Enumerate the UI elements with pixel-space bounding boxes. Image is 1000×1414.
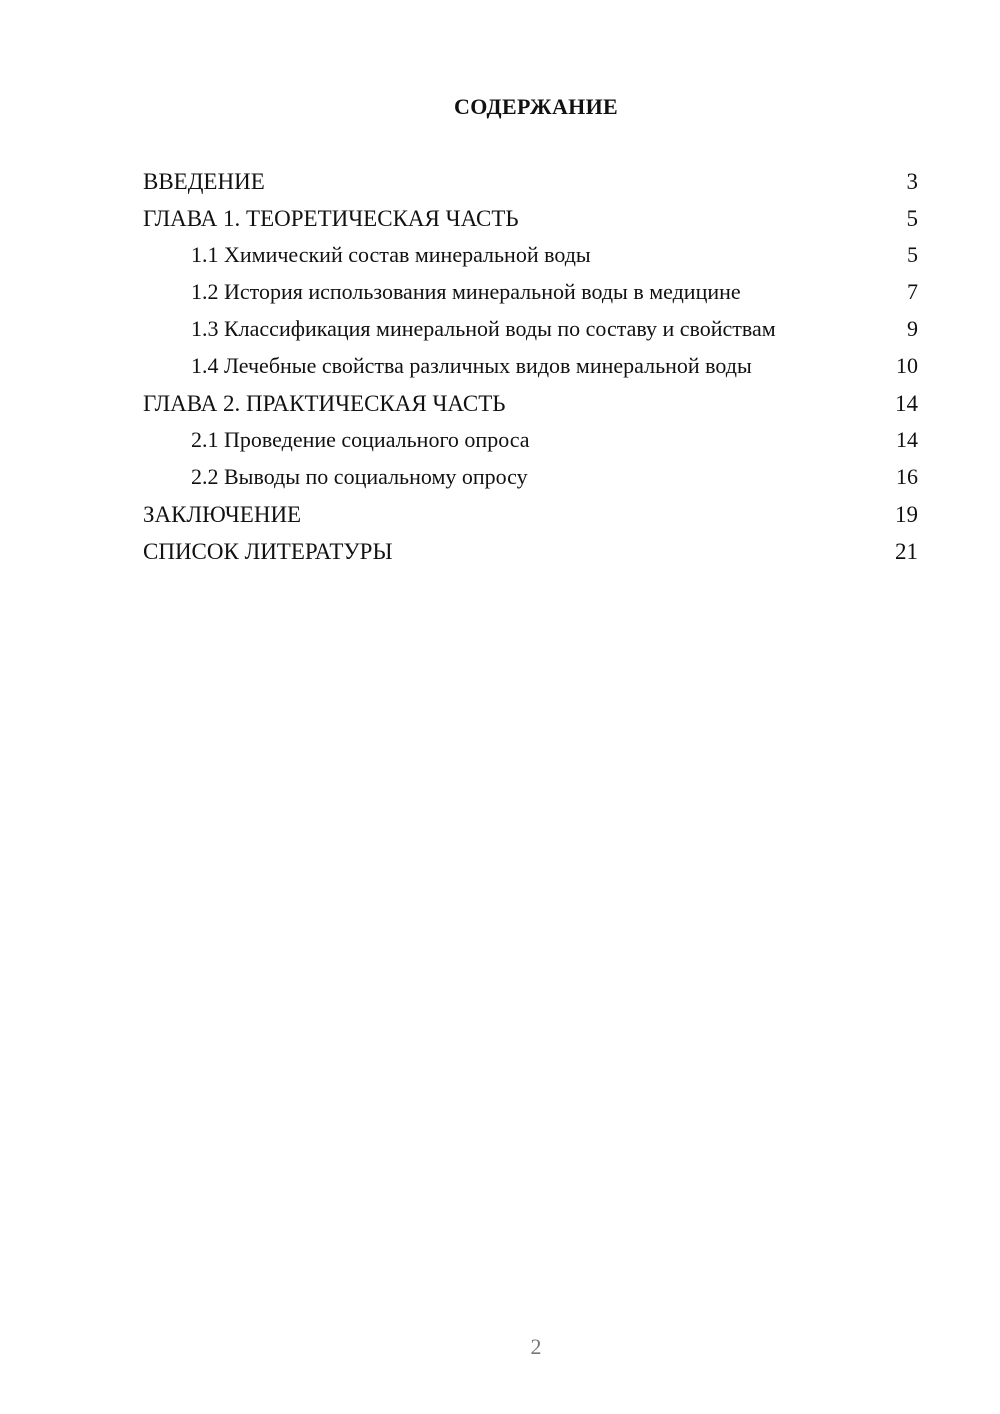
toc-entry-label: СПИСОК ЛИТЕРАТУРЫ [143,539,393,564]
toc-entry-page: 7 [907,279,918,304]
page-number: 2 [530,1334,542,1359]
toc-entry-section-1-4[interactable] [143,353,918,379]
toc-entry-page: 16 [896,464,918,489]
toc-entry-references[interactable] [143,538,918,565]
toc-entry-section-2-2[interactable] [143,464,918,490]
toc-entry-introduction[interactable] [143,168,918,195]
toc-entry-section-1-2[interactable] [143,279,918,305]
toc-entry-label: ГЛАВА 2. ПРАКТИЧЕСКАЯ ЧАСТЬ [143,391,506,416]
toc-entry-chapter-1[interactable] [143,205,918,232]
toc-entry-label: 1.3 Классификация минеральной воды по составу и свойствам [191,316,776,341]
toc-entry-chapter-2[interactable] [143,390,918,417]
toc-entry-section-2-1[interactable] [143,427,918,453]
toc-entry-page: 14 [895,391,918,416]
toc-entry-label: 1.1 Химический состав минеральной воды [191,242,591,267]
toc-entry-page: 14 [896,427,918,452]
toc-entry-conclusion[interactable] [143,501,918,528]
toc-entry-page: 5 [906,206,918,231]
toc-entry-label: 1.2 История использования минеральной воды в медицине [191,279,741,304]
toc-entry-section-1-1[interactable] [143,242,918,268]
toc-entry-label: 2.1 Проведение социального опроса [191,427,530,452]
toc-entry-label: ВВЕДЕНИЕ [143,169,265,194]
toc-entry-label: 2.2 Выводы по социальному опросу [191,464,528,489]
toc-entry-page: 3 [906,169,918,194]
toc-entry-label: ГЛАВА 1. ТЕОРЕТИЧЕСКАЯ ЧАСТЬ [143,206,519,231]
toc-entry-page: 9 [907,316,918,341]
toc-entry-page: 19 [895,502,918,527]
toc-entry-page: 21 [895,539,918,564]
table-of-contents [143,168,918,575]
page-title: СОДЕРЖАНИЕ [454,94,618,119]
toc-entry-page: 10 [896,353,918,378]
toc-entry-section-1-3[interactable] [143,316,918,342]
toc-entry-label: 1.4 Лечебные свойства различных видов минеральной воды [191,353,752,378]
toc-entry-label: ЗАКЛЮЧЕНИЕ [143,502,302,527]
toc-entry-page: 5 [907,242,918,267]
